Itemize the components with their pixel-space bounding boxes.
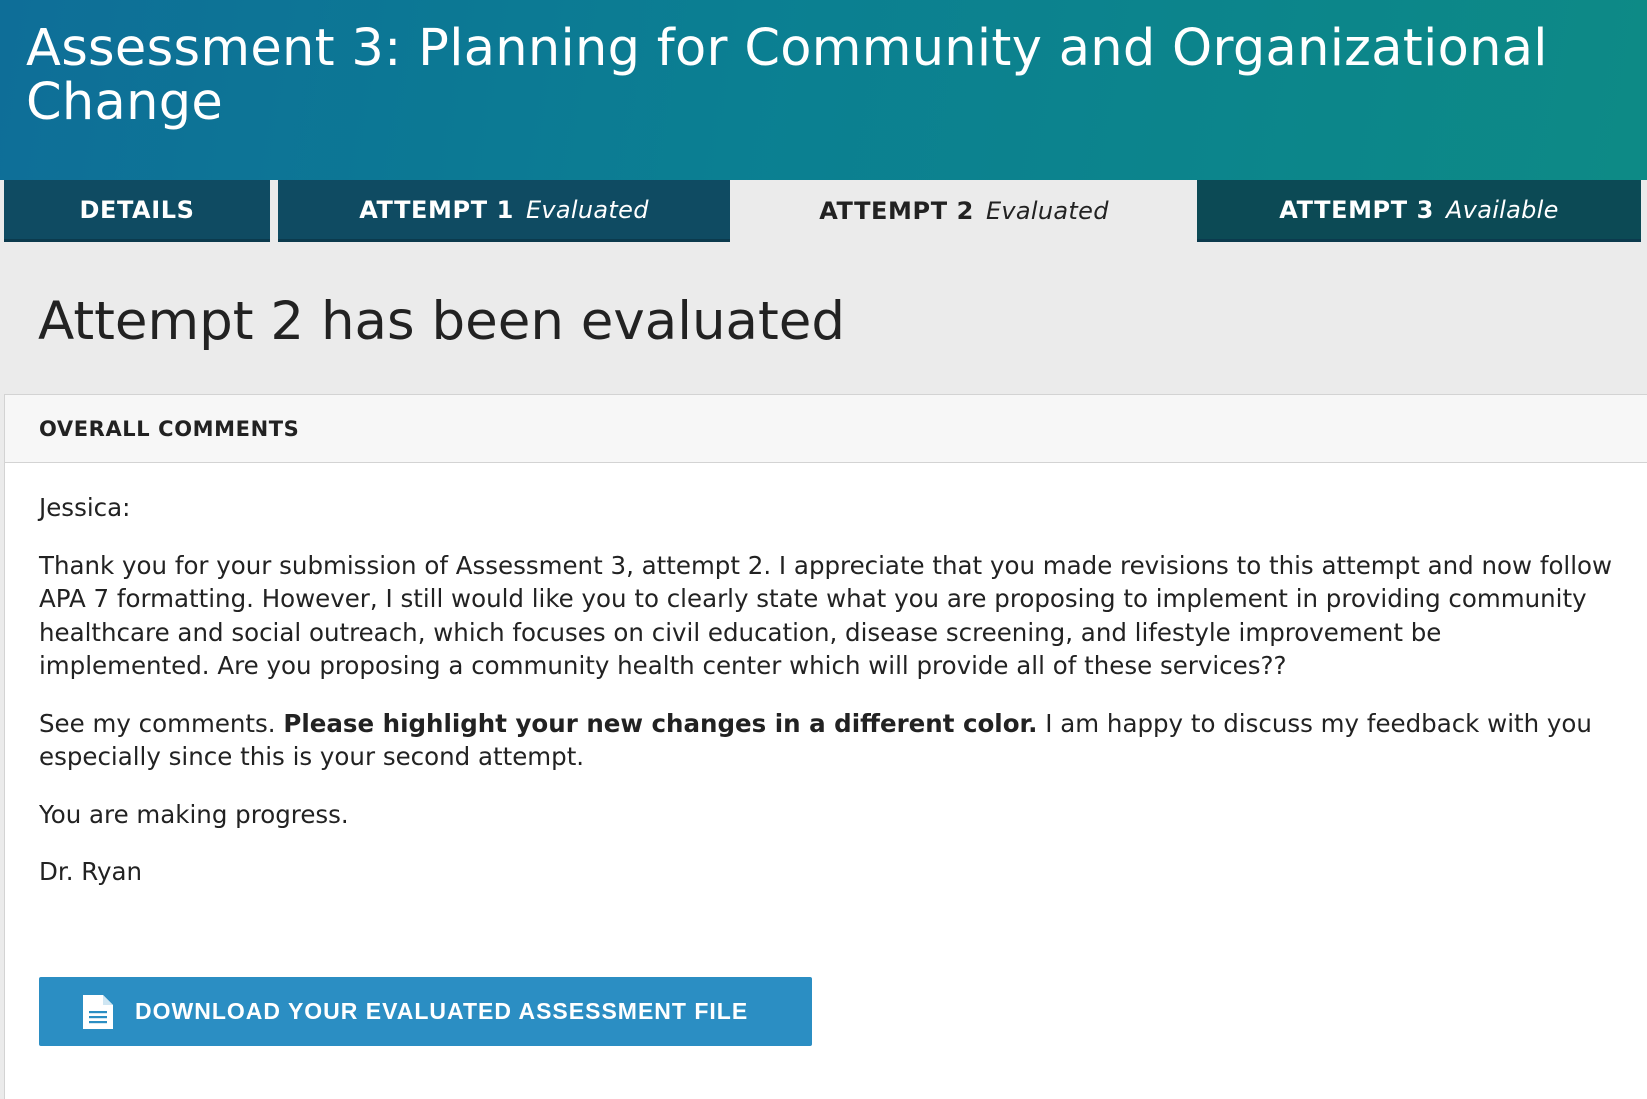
panel-header (5, 395, 1647, 463)
assessment-header (0, 0, 1647, 180)
tab-details-label: DETAILS (79, 195, 195, 224)
comment-paragraph-2-bold: Please highlight your new changes in a different color. (283, 708, 1038, 738)
tab-attempt-2-status: Evaluated (985, 197, 1109, 225)
overall-comments-label: OVERALL COMMENTS (39, 417, 300, 441)
evaluation-heading: Attempt 2 has been evaluated (38, 291, 846, 352)
comment-signature: Dr. Ryan (39, 857, 142, 886)
comment-paragraph-2 (39, 707, 1614, 774)
comments-body (39, 491, 1614, 913)
comment-paragraph-1: Thank you for your submission of Assessment 3, attempt 2. I appreciate that you made revisions to this attempt and now follow APA 7 formatting. However, I still would like you to clearly state what you are proposing to implement in providing community healthcare and social outreach, which focuses on civil education, disease screening, and lifestyle improvement be implemented. Are you proposing a community health center which will provide all of these services?? (39, 550, 1613, 680)
download-evaluated-file-button[interactable] (39, 977, 812, 1046)
comment-salutation: Jessica: (39, 493, 131, 522)
overall-comments-panel (4, 394, 1647, 1099)
download-button-label: DOWNLOAD YOUR EVALUATED ASSESSMENT FILE (135, 998, 749, 1024)
tab-attempt-2[interactable] (737, 180, 1191, 242)
page-title: Assessment 3: Planning for Community and Organizational Change (26, 19, 1548, 132)
attempt-tabs (0, 180, 1647, 242)
comment-paragraph-3: You are making progress. (39, 799, 349, 829)
comment-paragraph-2-start: See my comments. (39, 708, 276, 738)
tab-attempt-2-label: ATTEMPT 2 (819, 197, 974, 225)
tab-attempt-3[interactable] (1197, 180, 1641, 242)
document-icon (81, 994, 115, 1030)
tab-attempt-3-status: Available (1445, 195, 1559, 224)
tab-attempt-1[interactable] (278, 180, 730, 242)
comment-paragraph-2-end: I am happy to discuss my feedback with you especially since this is your second attempt. (39, 708, 1592, 771)
tab-attempt-1-status: Evaluated (525, 195, 649, 224)
tab-details[interactable] (4, 180, 270, 242)
tab-attempt-3-label: ATTEMPT 3 (1279, 195, 1434, 224)
tab-attempt-1-label: ATTEMPT 1 (359, 195, 514, 224)
